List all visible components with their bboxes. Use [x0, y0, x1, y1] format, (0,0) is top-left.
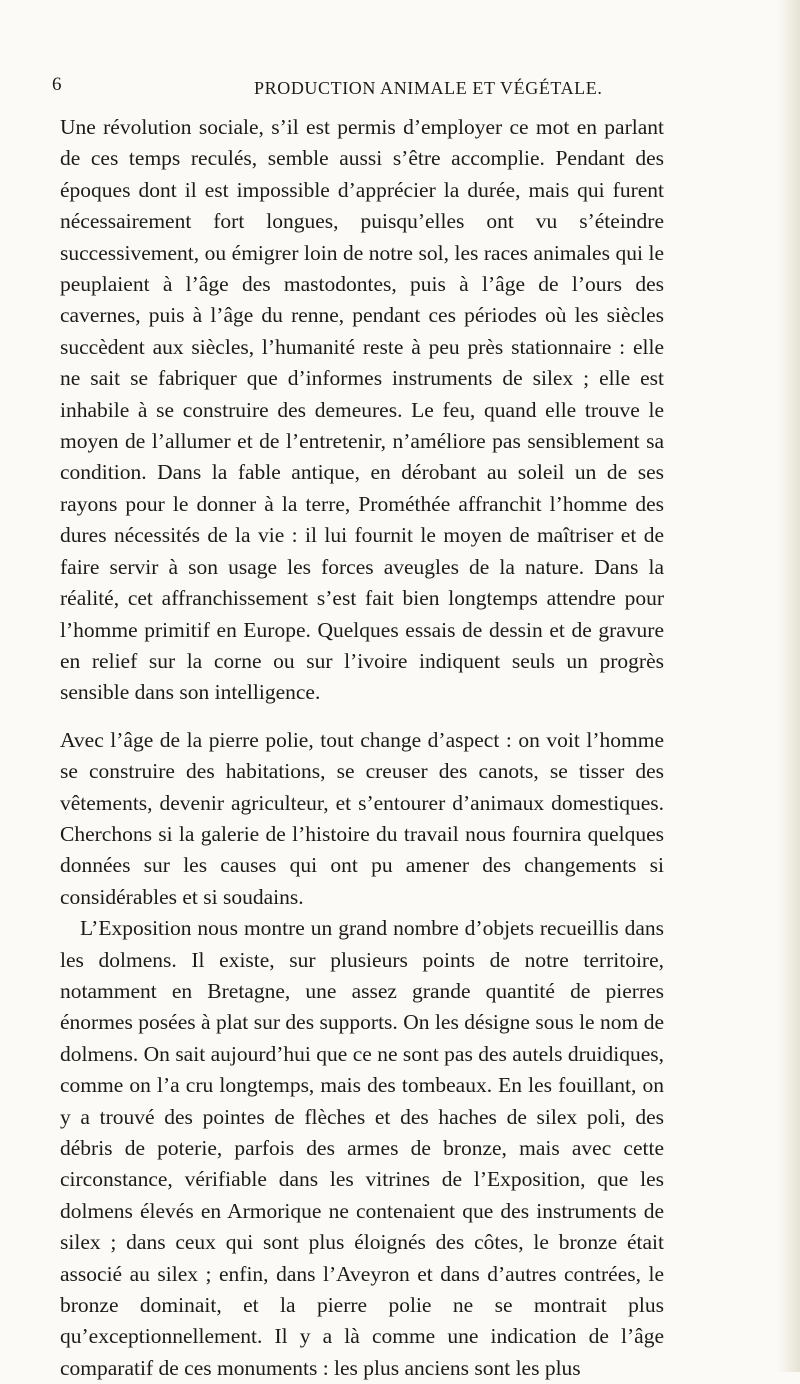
page-number: 6 — [52, 74, 62, 95]
paragraph-3: L’Exposition nous montre un grand nombre d’objets recueillis dans les dolmens. Il existe, sur plusieurs points de notre territoire, notamment en Bretagne, une assez grande quantité de pierres énormes posées à plat sur des supports. On les désigne sous le nom de dolmens. On sait aujourd’hui que ce ne sont pas des autels druidiques, comme on l’a cru longtemps, mais des tombeaux. En les fouillant, on y a trouvé des pointes de flèches et des haches de silex poli, des débris de poterie, parfois des armes de bronze, mais avec cette circonstance, vérifiable dans les vitrines de l’Exposition, que les dolmens élevés en Armorique ne contenaient que des instruments de silex ; dans ceux qui sont plus éloignés des côtes, le bronze était associé au silex ; enfin, dans l’Aveyron et dans d’autres contrées, le bronze dominait, et la pierre polie ne se montrait plus qu’exceptionnellement. Il y a là comme une indication de l’âge comparatif de ces monuments : les plus anciens sont les plus — [60, 916, 664, 1380]
paragraph-1: Une révolution sociale, s’il est permis d’employer ce mot en parlant de ces temps reculés, semble aussi s’être accomplie. Pendant des époques dont il est impossible d’apprécier la durée, mais qui furent nécessairement fort longues, puisqu’elles ont vu s’éteindre successivement, ou émigrer loin de notre sol, les races animales qui le peuplaient à l’âge des mastodontes, puis à l’âge de l’ours des cavernes, puis à l’âge du renne, pendant ces périodes où les siècles succèdent aux siècles, l’humanité reste à peu près stationnaire : elle ne sait se fabriquer que d’informes instruments de silex ; elle est inhabile à se construire des demeures. Le feu, quand elle trouve le moyen de l’allumer et de l’entretenir, n’améliore pas sensiblement sa condition. Dans la fable antique, en dérobant au soleil un de ses rayons pour le donner à la terre, Prométhée affranchit l’homme des dures nécessités de la vie : il lui fournit le moyen de maîtriser et de faire servir à son usage les forces aveugles de la nature. Dans la réalité, cet affranchissement s’est fait bien longtemps attendre pour l’homme primitif en Europe. Quelques essais de dessin et de gravure en relief sur la corne ou sur l’ivoire indiquent seuls un progrès sensible dans son intelligence. — [60, 115, 664, 705]
paragraph-gap — [60, 709, 740, 725]
page-edge-shadow — [778, 0, 800, 1372]
book-page — [52, 72, 740, 1384]
running-title: PRODUCTION ANIMALE ET VÉGÉTALE. — [254, 78, 603, 98]
running-header — [52, 72, 740, 112]
paragraph-2: Avec l’âge de la pierre polie, tout change d’aspect : on voit l’homme se construire des habitations, se creuser des canots, se tisser des vêtements, devenir agriculteur, et s’entourer d’animaux domestiques. Cherchons si la galerie de l’histoire du travail nous fournira quelques données sur les causes qui ont pu amener des changements si considérables et si soudains. — [60, 727, 664, 909]
